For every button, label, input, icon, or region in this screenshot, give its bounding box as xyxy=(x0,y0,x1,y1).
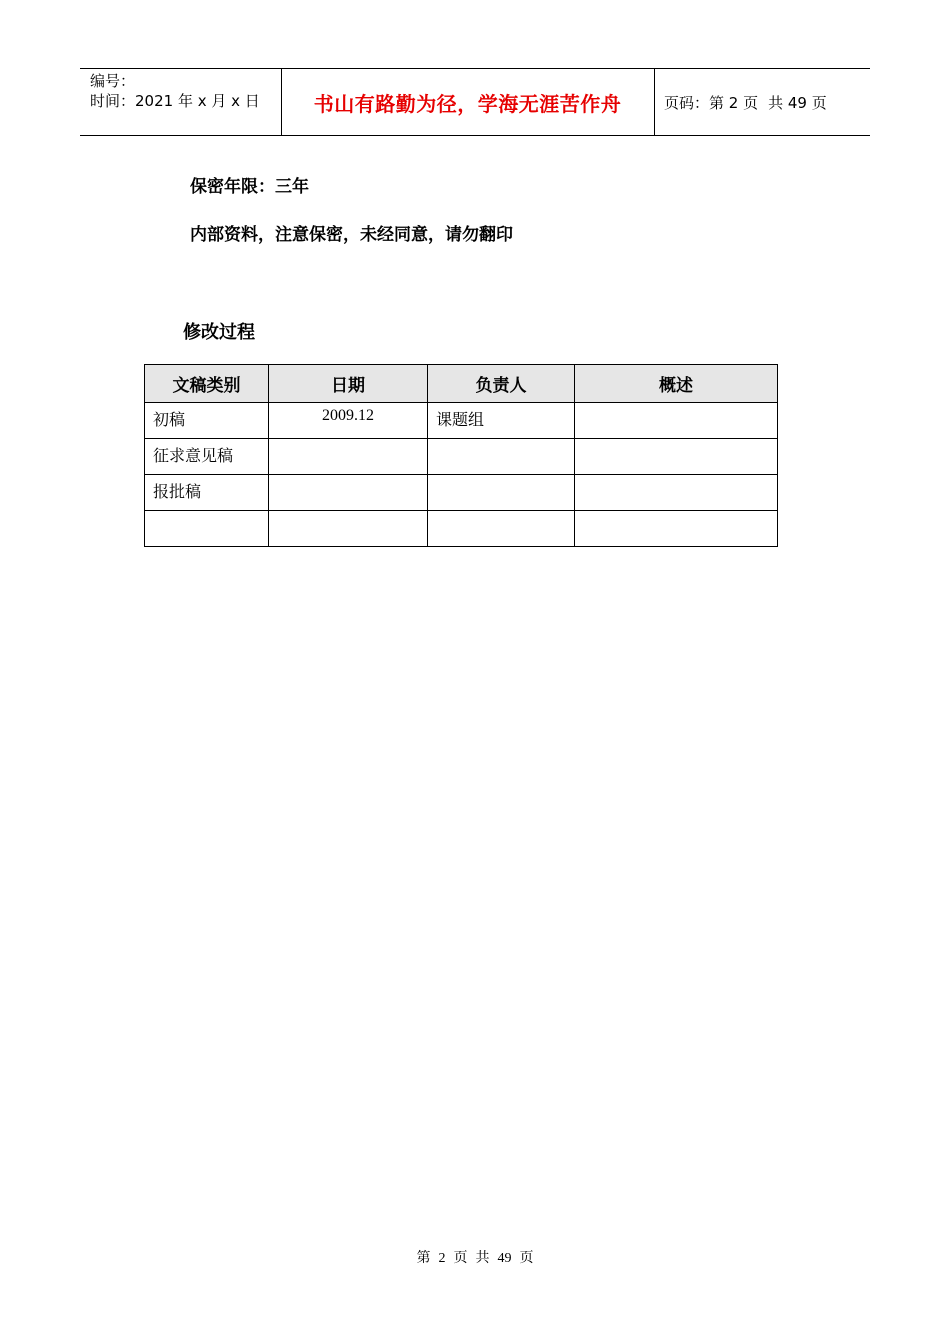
header-page-label: 页码：第 2 页 xyxy=(664,93,759,112)
footer-page-number: 2 xyxy=(438,1251,446,1266)
table-cell xyxy=(269,439,428,475)
table-header-cell: 概述 xyxy=(575,365,778,403)
table-header-cell: 日期 xyxy=(269,365,428,403)
document-time-label: 时间：2021 年 x 月 x 日 xyxy=(90,92,260,110)
table-cell xyxy=(269,511,428,547)
page-header xyxy=(80,68,870,136)
footer-page-unit: 页 xyxy=(453,1251,468,1266)
header-divider-2 xyxy=(654,69,655,135)
table-cell xyxy=(145,511,269,547)
header-page-info xyxy=(664,69,827,135)
page-footer xyxy=(0,1247,950,1267)
table-row xyxy=(145,475,778,511)
table-cell: 初稿 xyxy=(145,403,269,439)
table-cell xyxy=(575,439,778,475)
footer-total-number: 49 xyxy=(497,1251,512,1266)
table-cell xyxy=(269,475,428,511)
table-cell: 2009.12 xyxy=(269,403,428,439)
table-cell: 课题组 xyxy=(428,403,575,439)
table-header-cell: 文稿类别 xyxy=(145,365,269,403)
table-cell xyxy=(575,475,778,511)
table-header-row xyxy=(145,365,778,403)
secrecy-period: 保密年限：三年 xyxy=(190,177,309,197)
table-cell xyxy=(575,511,778,547)
footer-total-unit: 页 xyxy=(519,1251,534,1266)
internal-notice: 内部资料，注意保密，未经同意，请勿翻印 xyxy=(190,225,513,245)
table-row xyxy=(145,403,778,439)
revision-section-title: 修改过程 xyxy=(183,322,255,343)
footer-page-prefix: 第 xyxy=(416,1251,431,1266)
header-meta xyxy=(90,71,260,111)
revision-table xyxy=(144,364,778,547)
table-cell xyxy=(575,403,778,439)
document-number-label: 编号： xyxy=(90,72,136,90)
header-motto: 书山有路勤为径，学海无涯苦作舟 xyxy=(313,91,622,116)
footer-total-prefix: 共 xyxy=(475,1251,490,1266)
table-row xyxy=(145,439,778,475)
table-cell: 征求意见稿 xyxy=(145,439,269,475)
header-total-label: 共 49 页 xyxy=(768,93,827,112)
table-row xyxy=(145,511,778,547)
table-cell xyxy=(428,511,575,547)
table-header-cell: 负责人 xyxy=(428,365,575,403)
table-cell xyxy=(428,475,575,511)
table-cell xyxy=(428,439,575,475)
table-cell: 报批稿 xyxy=(145,475,269,511)
